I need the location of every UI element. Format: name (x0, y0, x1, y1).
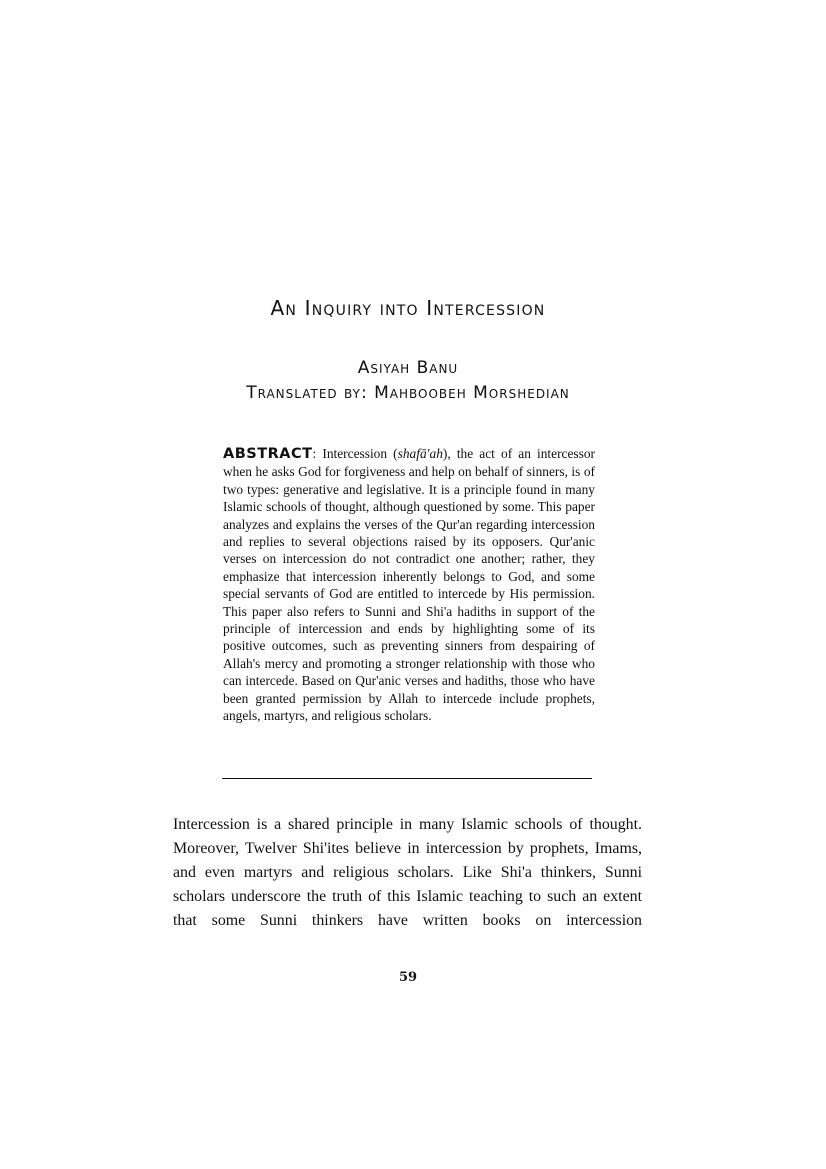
article-title: An Inquiry into Intercession (270, 296, 546, 320)
page-number: 59 (398, 970, 418, 985)
author-name: Asiyah Banu (357, 358, 459, 378)
abstract-label-colon: : (312, 446, 317, 461)
abstract-term: shafā'ah (397, 446, 443, 461)
abstract-divider (222, 778, 592, 779)
abstract-block (223, 445, 595, 725)
abstract-text-rest: ), the act of an intercessor when he asks God for forgiveness and help on behalf of sinners, is of two types: generative and legislative. It is a principle found in many Islamic schools of thought, although questioned by some. This paper analyzes and explains the verses of the Qur'an regarding intercession and replies to several objections raised by its opposers. Qur'anic verses on intercession do not contradict one another; rather, they emphasize that intercession inherently belongs to God, and some special servants of God are entitled to intercede by His permission. This paper also refers to Sunni and Shi'a hadiths in support of the principle of intercession and ends by highlighting some of its positive outcomes, such as preventing sinners from despairing of Allah's mercy and promoting a stronger relationship with those who can intercede. Based on Qur'anic verses and hadiths, those who have been granted permission by Allah to intercede include prophets, angels, martyrs, and religious scholars. (223, 446, 596, 724)
body-paragraph: Intercession is a shared principle in many Islamic schools of thought. Moreover, Twelver Shi'ites believe in intercession by prophets, Imams, and even martyrs and religious scholars. Like Shi'a thinkers, Sunni scholars underscore the truth of this Islamic teaching to such an extent that some Sunni thinkers have written books on intercession (173, 816, 642, 929)
translator-credit: Translated by: Mahboobeh Morshedian (246, 383, 570, 403)
abstract-text-start: Intercession ( (316, 446, 398, 461)
abstract-label: ABSTRACT (223, 446, 313, 462)
